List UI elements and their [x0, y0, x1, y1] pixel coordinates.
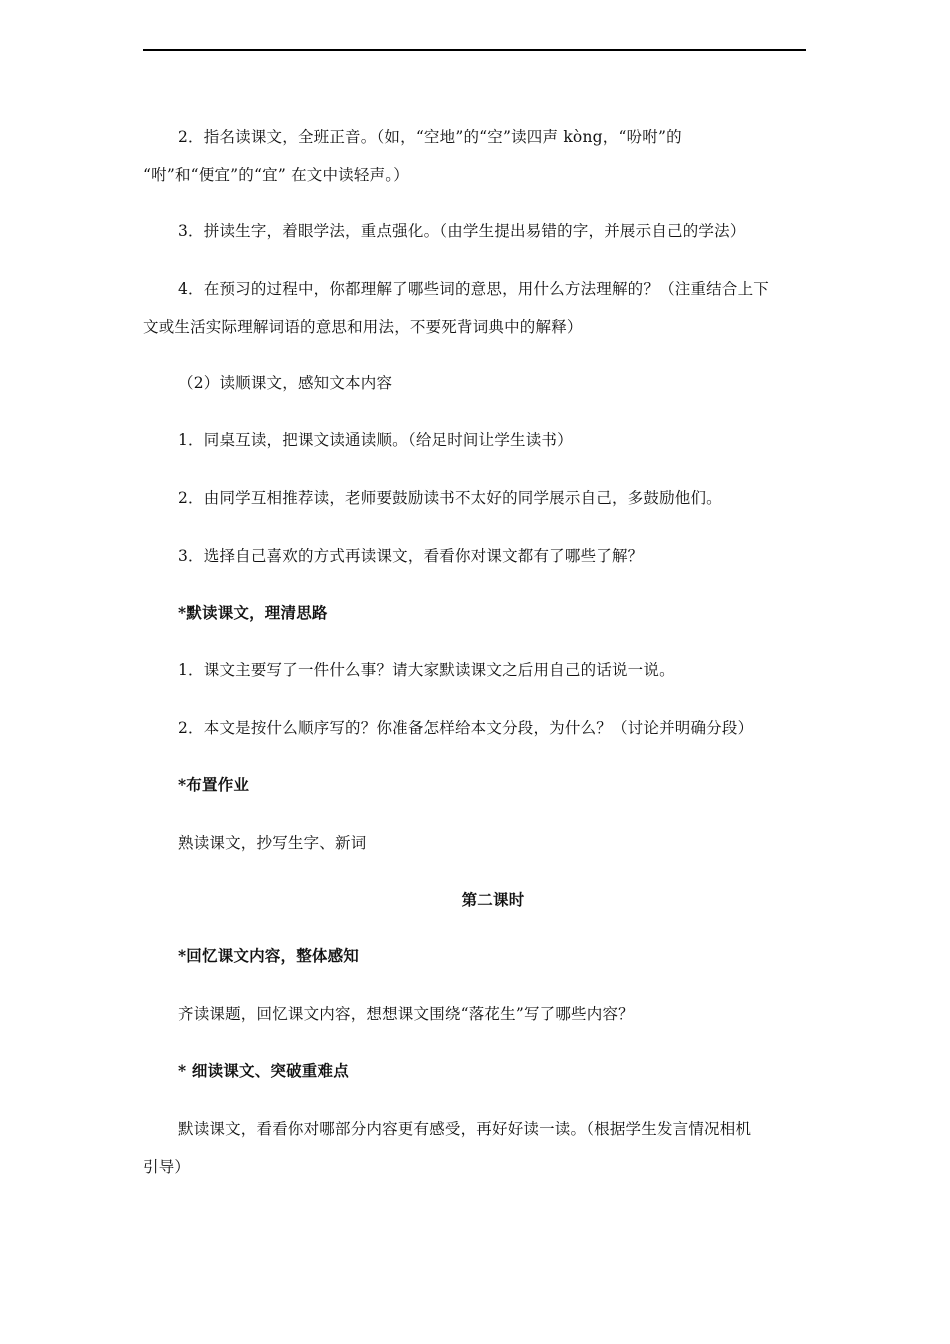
- section-heading: *布置作业: [178, 775, 250, 794]
- section-heading: * 细读课文、突破重难点: [178, 1061, 349, 1080]
- section-heading: *默读课文，理清思路: [178, 603, 328, 622]
- paragraph-line: 3．选择自己喜欢的方式再读课文，看看你对课文都有了哪些了解？: [178, 547, 644, 565]
- section-heading: *回忆课文内容，整体感知: [178, 946, 360, 965]
- paragraph-line: 文或生活实际理解词语的意思和用法，不要死背词典中的解释）: [143, 318, 583, 336]
- paragraph-line: 引导）: [143, 1158, 191, 1176]
- header-rule: [143, 49, 806, 51]
- subheading: （2）读顺课文，感知文本内容: [178, 374, 393, 392]
- paragraph-line: 1．课文主要写了一件什么事？请大家默读课文之后用自己的话说一说。: [178, 661, 675, 679]
- lesson-title: 第二课时: [461, 890, 525, 909]
- paragraph-line: 熟读课文，抄写生字、新词: [178, 834, 367, 852]
- paragraph-line: 2．指名读课文，全班正音。（如，“空地”的“空”读四声 kòng，“吩咐”的: [178, 128, 682, 146]
- paragraph-line: 2．由同学互相推荐读，老师要鼓励读书不太好的同学展示自己，多鼓励他们。: [178, 489, 722, 507]
- paragraph-line: 2．本文是按什么顺序写的？你准备怎样给本文分段，为什么？（讨论并明确分段）: [178, 719, 754, 737]
- paragraph-line: 1．同桌互读，把课文读通读顺。（给足时间让学生读书）: [178, 431, 573, 449]
- paragraph-line: 默读课文，看看你对哪部分内容更有感受，再好好读一读。（根据学生发言情况相机: [178, 1120, 752, 1138]
- paragraph-line: 齐读课题，回忆课文内容，想想课文围绕“落花生”写了哪些内容？: [178, 1005, 634, 1023]
- paragraph-line: 3．拼读生字，着眼学法，重点强化。（由学生提出易错的字，并展示自己的学法）: [178, 222, 746, 240]
- paragraph-line: 4．在预习的过程中，你都理解了哪些词的意思，用什么方法理解的？（注重结合上下: [178, 280, 769, 298]
- paragraph-line: “咐”和“便宜”的“宜” 在文中读轻声。）: [143, 166, 409, 184]
